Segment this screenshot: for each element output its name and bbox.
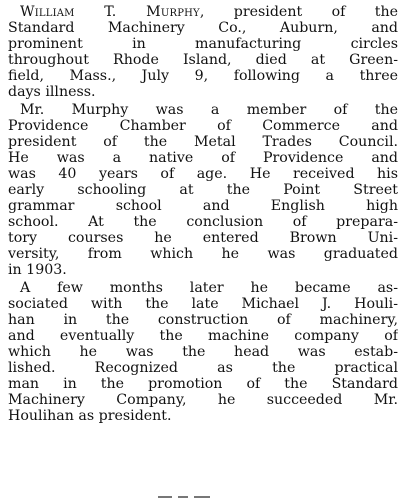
person-name: William T. Murphy — [20, 4, 200, 20]
text-line: Providence Chamber of Commerce and — [8, 118, 398, 134]
text-line: William T. Murphy, president of the — [20, 4, 398, 20]
text-line: Mr. Murphy was a member of the — [20, 102, 398, 118]
text-line: throughout Rhode Island, died at Green- — [8, 52, 398, 68]
text-line: Houlihan as president. — [8, 408, 172, 424]
text-line: Machinery Company, he succeeded Mr. — [8, 392, 398, 408]
text-line: tory courses he entered Brown Uni- — [8, 230, 398, 246]
text-line: school. At the conclusion of prepara- — [8, 214, 398, 230]
text-line: prominent in manufacturing circles — [8, 36, 398, 52]
text-line: han in the construction of machinery, — [8, 312, 398, 328]
text-line: He was a native of Providence and — [8, 150, 398, 166]
clipped-next-line — [8, 494, 398, 498]
text-line: in 1903. — [8, 262, 67, 278]
text-line: field, Mass., July 9, following a three — [8, 68, 398, 84]
text-line: was 40 years of age. He received his — [8, 166, 398, 182]
obituary-clipping — [8, 4, 398, 498]
paragraph-3 — [8, 280, 398, 424]
text-line: sociated with the late Michael J. Houli- — [8, 296, 398, 312]
text-line: and eventually the machine company of — [8, 328, 398, 344]
text-line: president of the Metal Trades Council. — [8, 134, 398, 150]
text-line: A few months later he became as- — [20, 280, 398, 296]
text-line: lished. Recognized as the practical — [8, 360, 398, 376]
text-line: grammar school and English high — [8, 198, 398, 214]
text-line: Standard Machinery Co., Auburn, and — [8, 20, 398, 36]
text-line: days illness. — [8, 84, 96, 100]
paragraph-2 — [8, 102, 398, 278]
text-line: which he was the head was estab- — [8, 344, 398, 360]
text-line: early schooling at the Point Street — [8, 182, 398, 198]
paragraph-1 — [8, 4, 398, 100]
text-line: versity, from which he was graduated — [8, 246, 398, 262]
text-line: man in the promotion of the Standard — [8, 376, 398, 392]
